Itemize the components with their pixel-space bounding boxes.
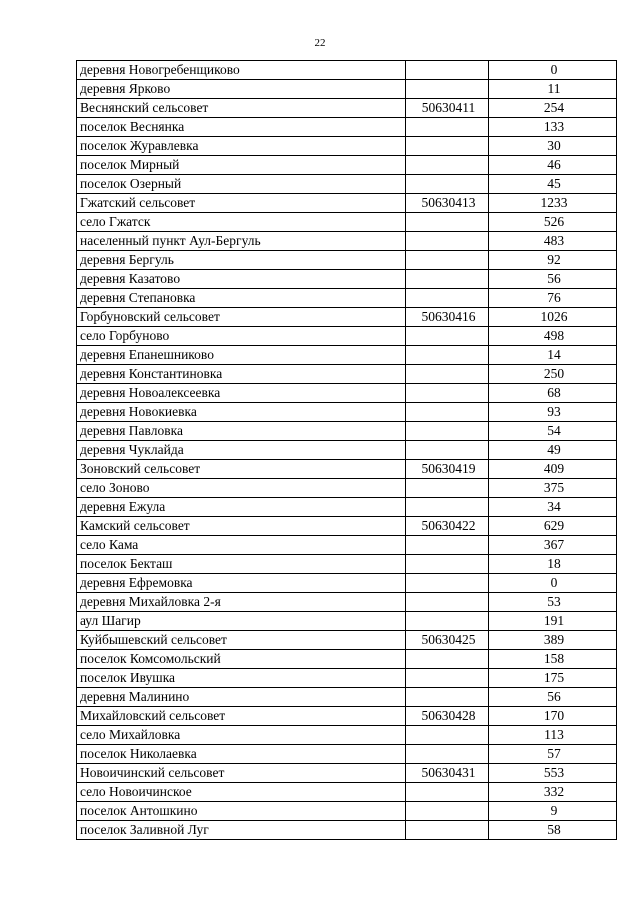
settlement-name-cell: Михайловский сельсовет: [77, 707, 406, 726]
table-row: [77, 631, 617, 650]
settlement-name-cell: село Кама: [77, 536, 406, 555]
settlement-name-cell: поселок Веснянка: [77, 118, 406, 137]
population-cell: 498: [489, 327, 617, 346]
population-cell: 9: [489, 802, 617, 821]
population-cell: 175: [489, 669, 617, 688]
settlement-name-cell: деревня Михайловка 2-я: [77, 593, 406, 612]
table-row: [77, 194, 617, 213]
table-row: [77, 213, 617, 232]
oktmo-code-cell: [406, 232, 489, 251]
settlement-name-cell: деревня Казатово: [77, 270, 406, 289]
population-cell: 553: [489, 764, 617, 783]
oktmo-code-cell: [406, 726, 489, 745]
oktmo-code-cell: [406, 213, 489, 232]
population-cell: 30: [489, 137, 617, 156]
table-row: [77, 593, 617, 612]
settlement-name-cell: аул Шагир: [77, 612, 406, 631]
settlement-name-cell: Зоновский сельсовет: [77, 460, 406, 479]
oktmo-code-cell: 50630431: [406, 764, 489, 783]
settlement-name-cell: поселок Журавлевка: [77, 137, 406, 156]
population-cell: 332: [489, 783, 617, 802]
population-cell: 0: [489, 574, 617, 593]
table-row: [77, 821, 617, 840]
settlement-name-cell: село Гжатск: [77, 213, 406, 232]
table-row: [77, 175, 617, 194]
oktmo-code-cell: [406, 593, 489, 612]
oktmo-code-cell: [406, 441, 489, 460]
settlement-name-cell: деревня Новогребенщиково: [77, 61, 406, 80]
settlement-name-cell: Гжатский сельсовет: [77, 194, 406, 213]
population-cell: 254: [489, 99, 617, 118]
settlement-name-cell: деревня Константиновка: [77, 365, 406, 384]
settlement-name-cell: деревня Павловка: [77, 422, 406, 441]
table-row: [77, 61, 617, 80]
population-cell: 367: [489, 536, 617, 555]
population-cell: 113: [489, 726, 617, 745]
oktmo-code-cell: [406, 156, 489, 175]
population-cell: 57: [489, 745, 617, 764]
table-row: [77, 441, 617, 460]
population-cell: 58: [489, 821, 617, 840]
table-row: [77, 688, 617, 707]
settlements-table: [76, 60, 617, 840]
population-cell: 1026: [489, 308, 617, 327]
table-row: [77, 555, 617, 574]
table-row: [77, 460, 617, 479]
table-row: [77, 251, 617, 270]
settlement-name-cell: деревня Бергуль: [77, 251, 406, 270]
oktmo-code-cell: [406, 612, 489, 631]
settlement-name-cell: поселок Комсомольский: [77, 650, 406, 669]
settlement-name-cell: Горбуновский сельсовет: [77, 308, 406, 327]
table-row: [77, 517, 617, 536]
settlement-name-cell: Веснянский сельсовет: [77, 99, 406, 118]
population-cell: 526: [489, 213, 617, 232]
population-cell: 53: [489, 593, 617, 612]
oktmo-code-cell: 50630422: [406, 517, 489, 536]
table-row: [77, 99, 617, 118]
population-cell: 11: [489, 80, 617, 99]
oktmo-code-cell: [406, 251, 489, 270]
table-row: [77, 137, 617, 156]
settlement-name-cell: поселок Бекташ: [77, 555, 406, 574]
population-cell: 45: [489, 175, 617, 194]
table-row: [77, 232, 617, 251]
table-row: [77, 745, 617, 764]
table-row: [77, 650, 617, 669]
population-cell: 133: [489, 118, 617, 137]
oktmo-code-cell: [406, 745, 489, 764]
settlement-name-cell: деревня Степановка: [77, 289, 406, 308]
settlement-name-cell: село Зоново: [77, 479, 406, 498]
settlement-name-cell: поселок Ивушка: [77, 669, 406, 688]
oktmo-code-cell: 50630411: [406, 99, 489, 118]
table-row: [77, 365, 617, 384]
settlement-name-cell: Камский сельсовет: [77, 517, 406, 536]
oktmo-code-cell: [406, 346, 489, 365]
oktmo-code-cell: 50630413: [406, 194, 489, 213]
population-cell: 56: [489, 270, 617, 289]
table-row: [77, 270, 617, 289]
table-row: [77, 384, 617, 403]
population-cell: 158: [489, 650, 617, 669]
table-row: [77, 403, 617, 422]
population-cell: 250: [489, 365, 617, 384]
oktmo-code-cell: [406, 289, 489, 308]
settlement-name-cell: деревня Ефремовка: [77, 574, 406, 593]
population-cell: 170: [489, 707, 617, 726]
settlement-name-cell: деревня Новокиевка: [77, 403, 406, 422]
settlement-name-cell: поселок Николаевка: [77, 745, 406, 764]
table-row: [77, 289, 617, 308]
population-cell: 389: [489, 631, 617, 650]
oktmo-code-cell: [406, 783, 489, 802]
settlement-name-cell: село Новоичинское: [77, 783, 406, 802]
settlement-name-cell: деревня Новоалексеевка: [77, 384, 406, 403]
oktmo-code-cell: [406, 802, 489, 821]
oktmo-code-cell: 50630428: [406, 707, 489, 726]
oktmo-code-cell: [406, 669, 489, 688]
table-row: [77, 783, 617, 802]
table-row: [77, 80, 617, 99]
table-row: [77, 612, 617, 631]
oktmo-code-cell: [406, 403, 489, 422]
settlement-name-cell: поселок Заливной Луг: [77, 821, 406, 840]
table-row: [77, 308, 617, 327]
table-row: [77, 346, 617, 365]
table-row: [77, 574, 617, 593]
population-cell: 18: [489, 555, 617, 574]
page-number: 22: [314, 37, 326, 49]
oktmo-code-cell: [406, 327, 489, 346]
population-cell: 629: [489, 517, 617, 536]
table-row: [77, 707, 617, 726]
population-cell: 34: [489, 498, 617, 517]
oktmo-code-cell: [406, 118, 489, 137]
population-cell: 14: [489, 346, 617, 365]
population-cell: 46: [489, 156, 617, 175]
population-cell: 76: [489, 289, 617, 308]
population-cell: 1233: [489, 194, 617, 213]
oktmo-code-cell: 50630425: [406, 631, 489, 650]
settlement-name-cell: деревня Ярково: [77, 80, 406, 99]
population-cell: 68: [489, 384, 617, 403]
table-row: [77, 802, 617, 821]
settlement-name-cell: деревня Епанешниково: [77, 346, 406, 365]
settlement-name-cell: поселок Мирный: [77, 156, 406, 175]
table-row: [77, 726, 617, 745]
table-row: [77, 422, 617, 441]
oktmo-code-cell: [406, 270, 489, 289]
table-row: [77, 536, 617, 555]
population-cell: 409: [489, 460, 617, 479]
oktmo-code-cell: [406, 498, 489, 517]
table-body: [77, 61, 617, 840]
oktmo-code-cell: [406, 61, 489, 80]
oktmo-code-cell: [406, 137, 489, 156]
oktmo-code-cell: [406, 479, 489, 498]
table-row: [77, 118, 617, 137]
table-row: [77, 156, 617, 175]
oktmo-code-cell: [406, 365, 489, 384]
population-cell: 93: [489, 403, 617, 422]
population-cell: 92: [489, 251, 617, 270]
oktmo-code-cell: [406, 175, 489, 194]
table-row: [77, 498, 617, 517]
oktmo-code-cell: [406, 821, 489, 840]
settlement-name-cell: населенный пункт Аул-Бергуль: [77, 232, 406, 251]
table-row: [77, 479, 617, 498]
settlement-name-cell: село Горбуново: [77, 327, 406, 346]
oktmo-code-cell: [406, 422, 489, 441]
oktmo-code-cell: [406, 536, 489, 555]
settlement-name-cell: деревня Ежула: [77, 498, 406, 517]
settlement-name-cell: деревня Малинино: [77, 688, 406, 707]
population-cell: 56: [489, 688, 617, 707]
settlement-name-cell: Новоичинский сельсовет: [77, 764, 406, 783]
population-cell: 375: [489, 479, 617, 498]
table-row: [77, 327, 617, 346]
oktmo-code-cell: [406, 555, 489, 574]
oktmo-code-cell: 50630419: [406, 460, 489, 479]
population-cell: 0: [489, 61, 617, 80]
oktmo-code-cell: [406, 80, 489, 99]
population-cell: 483: [489, 232, 617, 251]
population-cell: 49: [489, 441, 617, 460]
settlement-name-cell: Куйбышевский сельсовет: [77, 631, 406, 650]
table-row: [77, 764, 617, 783]
oktmo-code-cell: [406, 574, 489, 593]
settlement-name-cell: деревня Чуклайда: [77, 441, 406, 460]
oktmo-code-cell: [406, 688, 489, 707]
oktmo-code-cell: [406, 384, 489, 403]
population-cell: 54: [489, 422, 617, 441]
population-cell: 191: [489, 612, 617, 631]
oktmo-code-cell: [406, 650, 489, 669]
settlement-name-cell: поселок Озерный: [77, 175, 406, 194]
table-row: [77, 669, 617, 688]
settlement-name-cell: поселок Антошкино: [77, 802, 406, 821]
oktmo-code-cell: 50630416: [406, 308, 489, 327]
settlement-name-cell: село Михайловка: [77, 726, 406, 745]
